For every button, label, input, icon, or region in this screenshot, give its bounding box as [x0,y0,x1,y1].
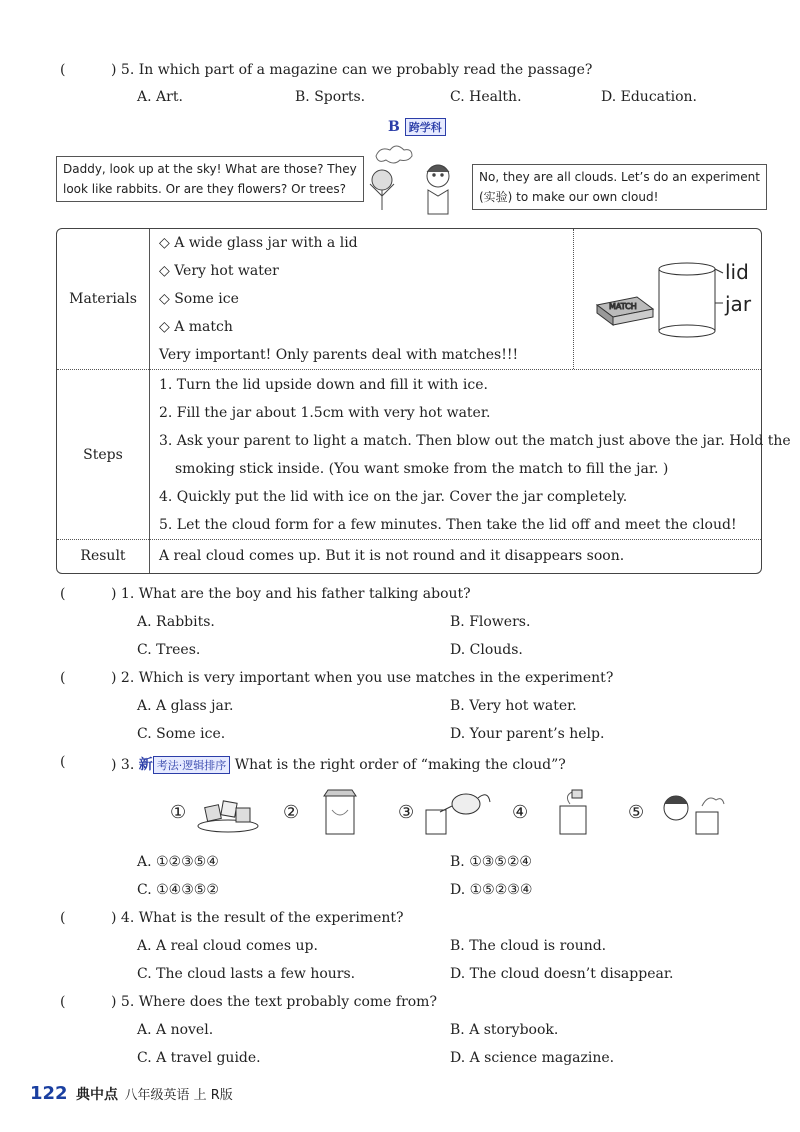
material-item: ◇ Very hot water [159,263,279,279]
brand-logo: 典中点 [76,1087,119,1103]
bubble-line: No, they are all clouds. Let’s do an experiment [479,170,760,184]
question-text: ) 2. Which is very important when you use matches in the experiment? [111,670,614,686]
answer-paren[interactable]: ( [60,754,66,770]
page-number: 122 [30,1083,68,1104]
step-item: 1. Turn the lid upside down and fill it with ice. [159,377,488,393]
material-item: ◇ A match [159,319,233,335]
picture-number: ④ [512,802,529,823]
step-item: 4. Quickly put the lid with ice on the jar. Cover the jar completely. [159,489,628,505]
question-5-options [0,1050,800,1074]
option-b[interactable]: B. ①③⑤②④ [450,854,532,870]
child-and-father-illustration [356,134,476,218]
jar-with-ice-lid-icon [320,788,360,838]
prev-question [0,62,800,86]
question-1 [0,586,800,610]
answer-paren[interactable]: ( [60,670,66,686]
question-type-badge: 考法·逻辑排序 [153,756,231,774]
lid-label: lid [725,260,749,284]
question-text: What is the right order of “making the cloud”? [234,757,566,773]
jar-label: jar [725,292,752,316]
option-c[interactable]: C. Trees. [137,642,201,658]
question-4 [0,910,800,934]
picture-number: ② [283,802,300,823]
option-c[interactable]: C. ①④③⑤② [137,882,219,898]
answer-paren[interactable]: ( [60,994,66,1010]
option-a[interactable]: A. Art. [137,89,183,105]
option-b[interactable]: B. Flowers. [450,614,531,630]
option-d[interactable]: D. Education. [601,89,698,105]
question-1-options [0,642,800,666]
section-badge: 跨学科 [405,118,446,136]
step-item: 3. Ask your parent to light a match. Then blow out the match just above the jar. Hold the [159,433,791,449]
option-b[interactable]: B. Sports. [295,89,366,105]
option-b[interactable]: B. The cloud is round. [450,938,607,954]
question-3 [0,754,800,778]
option-d[interactable]: D. Clouds. [450,642,523,658]
question-2-options [0,726,800,750]
row-divider [57,539,761,540]
option-b[interactable]: B. A storybook. [450,1022,559,1038]
option-d[interactable]: D. Your parent’s help. [450,726,605,742]
question-number: ) 3. [111,757,135,773]
answer-paren[interactable]: ( [60,62,66,78]
child-figure-icon [370,170,394,210]
column-divider [149,229,150,573]
match-box-label: MATCH [609,302,637,311]
question-1-options [0,614,800,638]
option-c[interactable]: C. Health. [450,89,522,105]
question-2 [0,670,800,694]
result-label: Result [80,548,126,564]
material-item: ◇ A wide glass jar with a lid [159,235,358,251]
prev-question-options [0,89,800,113]
option-c[interactable]: C. The cloud lasts a few hours. [137,966,356,982]
section-letter: B [388,119,400,135]
bubble-line: look like rabbits. Or are they flowers? Or trees? [63,182,347,196]
bubble-line: Daddy, look up at the sky! What are those? They [63,162,357,176]
speech-bubble-father [472,164,767,210]
page-footer [30,1083,233,1104]
question-text-wrap [111,754,566,774]
book-title: 八年级英语 上 R版 [124,1088,233,1103]
image-divider [573,229,574,369]
row-divider [57,369,761,370]
option-d[interactable]: D. A science magazine. [450,1050,615,1066]
match-box-icon [597,297,653,325]
option-d[interactable]: D. The cloud doesn’t disappear. [450,966,674,982]
question-5-options [0,1022,800,1046]
question-3-options [0,854,800,878]
boy-watching-cloud-icon [660,788,730,838]
bubble-line: (实验) to make our own cloud! [479,190,659,204]
option-b[interactable]: B. Very hot water. [450,698,577,714]
option-d[interactable]: D. ①⑤②③④ [450,882,533,898]
option-a[interactable]: A. A novel. [137,1022,214,1038]
option-c[interactable]: C. Some ice. [137,726,226,742]
step-item: 5. Let the cloud form for a few minutes. Then take the lid off and meet the cloud! [159,517,737,533]
question-text: ) 1. What are the boy and his father talking about? [111,586,471,602]
question-4-options [0,938,800,962]
cloud-icon [376,146,412,163]
new-tag: 新 [138,757,153,773]
question-3-options [0,882,800,906]
option-c[interactable]: C. A travel guide. [137,1050,261,1066]
ice-plate-icon [196,792,260,834]
material-item: ◇ Some ice [159,291,239,307]
materials-note: Very important! Only parents deal with matches!!! [159,347,519,363]
jar-and-match-illustration [593,251,753,347]
answer-paren[interactable]: ( [60,586,66,602]
question-text: ) 5. Where does the text probably come from? [111,994,437,1010]
step-item: smoking stick inside. (You want smoke from the match to fill the jar. ) [175,461,669,477]
question-4-options [0,966,800,990]
question-text: ) 5. In which part of a magazine can we probably read the passage? [111,62,593,78]
glass-jar-icon [659,263,723,337]
speech-bubble-child [56,156,364,202]
picture-number: ③ [398,802,415,823]
picture-number: ① [170,802,187,823]
step-item: 2. Fill the jar about 1.5cm with very hot water. [159,405,491,421]
jar-with-smoke-icon [556,788,592,838]
option-a[interactable]: A. A real cloud comes up. [137,938,318,954]
experiment-table [56,228,791,574]
option-a[interactable]: A. ①②③⑤④ [137,854,219,870]
question-5 [0,994,800,1018]
materials-label: Materials [69,291,137,307]
answer-paren[interactable]: ( [60,910,66,926]
option-a[interactable]: A. Rabbits. [137,614,215,630]
result-text: A real cloud comes up. But it is not round and it disappears soon. [159,548,625,564]
steps-label: Steps [83,447,123,463]
option-a[interactable]: A. A glass jar. [137,698,234,714]
father-figure-icon [427,165,449,214]
ordering-pictures [0,788,800,840]
question-2-options [0,698,800,722]
picture-number: ⑤ [628,802,645,823]
question-text: ) 4. What is the result of the experiment? [111,910,404,926]
pouring-hot-water-icon [422,788,492,838]
